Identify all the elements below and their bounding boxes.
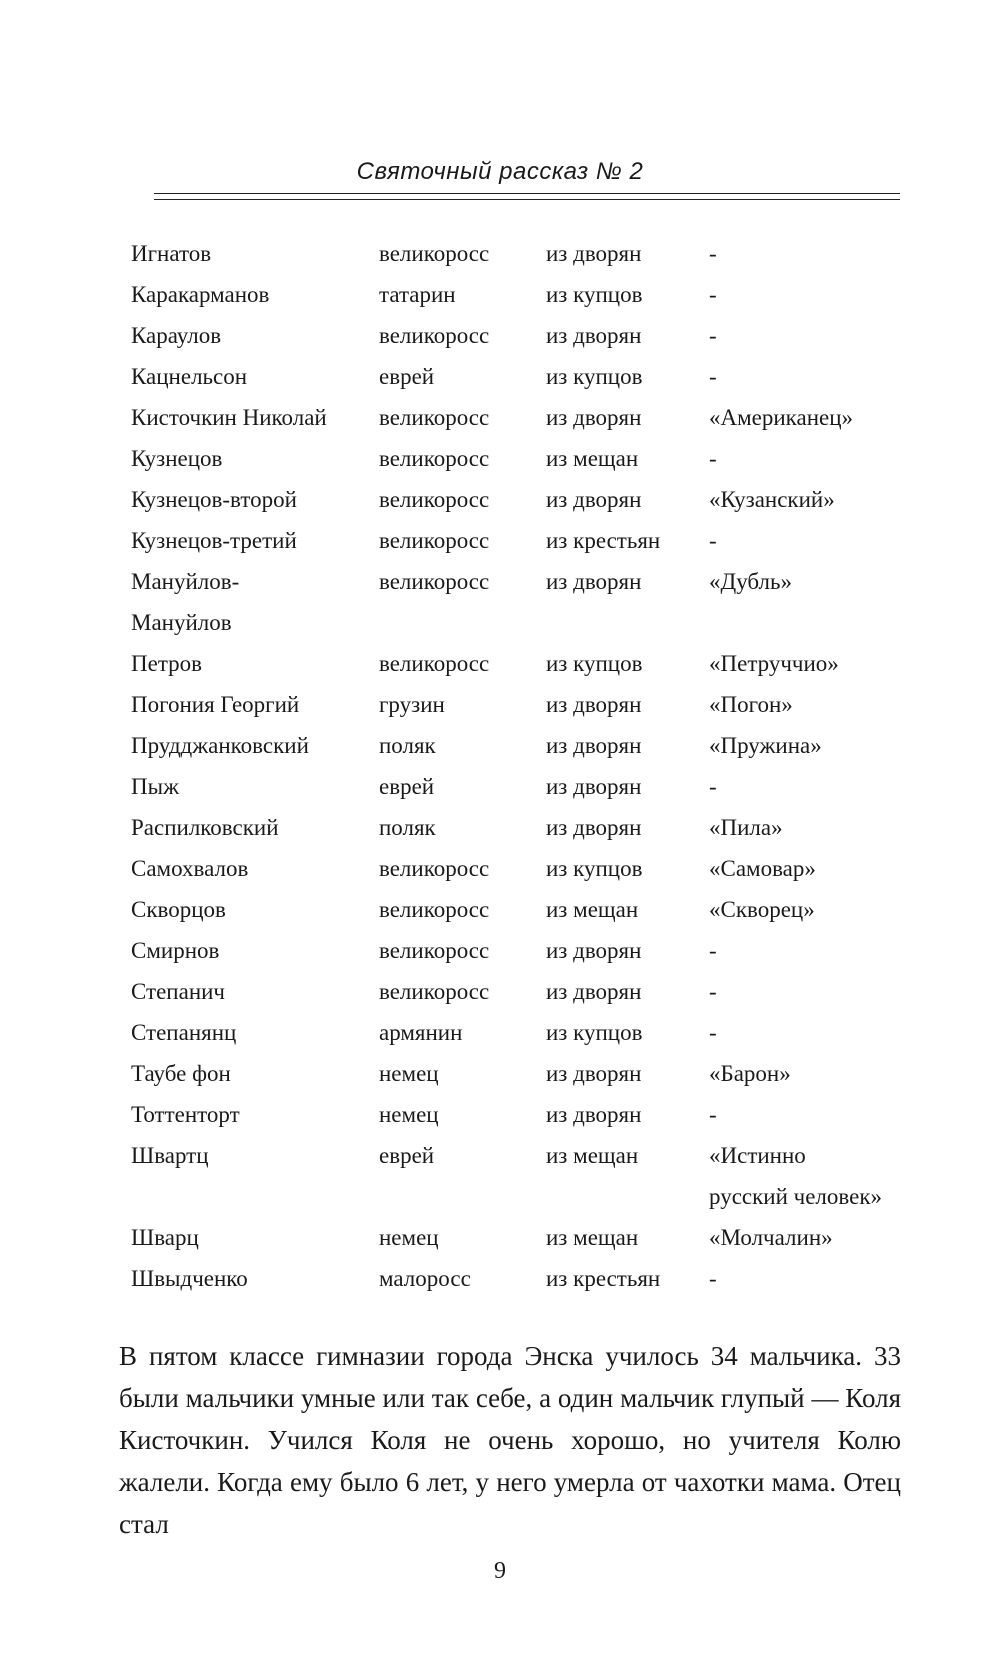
- student-nickname: -: [709, 1266, 717, 1291]
- student-nationality: великоросс: [379, 856, 490, 881]
- table-row: [131, 930, 931, 971]
- student-nickname: «Погон»: [709, 692, 793, 717]
- student-nationality: великоросс: [379, 651, 490, 676]
- student-nationality: великоросс: [379, 241, 490, 266]
- student-nationality: немец: [379, 1102, 439, 1127]
- student-nickname: «Молчалин»: [709, 1225, 833, 1250]
- table-row: [131, 848, 931, 889]
- student-name: Петров: [131, 651, 203, 676]
- student-name: Погония Георгий: [131, 692, 300, 717]
- page-number: 9: [494, 1558, 506, 1584]
- student-nationality: великоросс: [379, 569, 490, 594]
- student-origin: из дворян: [546, 979, 642, 1004]
- student-nationality: немец: [379, 1225, 439, 1250]
- student-name: Кисточкин Николай: [131, 405, 327, 430]
- student-nationality: грузин: [379, 692, 445, 717]
- student-name: Скворцов: [131, 897, 226, 922]
- student-origin: из дворян: [546, 733, 642, 758]
- student-nationality: поляк: [379, 815, 436, 840]
- student-name: Кузнецов-третий: [131, 528, 297, 553]
- student-name: Мануйлов-Мануйлов: [131, 569, 240, 635]
- student-nationality: великоросс: [379, 405, 490, 430]
- table-row: [131, 356, 931, 397]
- table-row: [131, 766, 931, 807]
- student-name: Швыдченко: [131, 1266, 248, 1291]
- table-row: [131, 315, 931, 356]
- student-origin: из купцов: [546, 856, 643, 881]
- student-nationality: малоросс: [379, 1266, 471, 1291]
- student-name: Таубе фон: [131, 1061, 231, 1086]
- student-nationality: еврей: [379, 364, 435, 389]
- student-nationality: великоросс: [379, 979, 490, 1004]
- student-name: Прудджанковский: [131, 733, 309, 758]
- student-name: Пыж: [131, 774, 179, 799]
- student-origin: из крестьян: [546, 1266, 661, 1291]
- student-origin: из дворян: [546, 938, 642, 963]
- table-row: [131, 1258, 931, 1299]
- student-nationality: великоросс: [379, 528, 490, 553]
- student-origin: из дворян: [546, 1102, 642, 1127]
- header-rule-bottom: [154, 199, 900, 200]
- table-row: [131, 725, 931, 766]
- student-nationality: великоросс: [379, 897, 490, 922]
- table-row: [131, 561, 931, 643]
- table-row: [131, 397, 931, 438]
- student-name: Игнатов: [131, 241, 212, 266]
- table-row: [131, 889, 931, 930]
- student-origin: из дворян: [546, 405, 642, 430]
- student-nickname: «Скворец»: [709, 897, 815, 922]
- table-row: [131, 233, 931, 274]
- table-row: [131, 438, 931, 479]
- student-origin: из дворян: [546, 774, 642, 799]
- table-row: [131, 807, 931, 848]
- student-nickname: -: [709, 938, 717, 963]
- student-origin: из купцов: [546, 282, 643, 307]
- table-row: [131, 643, 931, 684]
- student-table: [131, 233, 931, 1299]
- student-nationality: армянин: [379, 1020, 463, 1045]
- student-nickname: «Барон»: [709, 1061, 791, 1086]
- student-name: Самохвалов: [131, 856, 249, 881]
- table-row: [131, 1217, 931, 1258]
- student-nickname: «Дубль»: [709, 569, 792, 594]
- student-name: Тоттенторт: [131, 1102, 240, 1127]
- student-nickname: -: [709, 1020, 717, 1045]
- student-origin: из мещан: [546, 897, 639, 922]
- student-nickname: -: [709, 1102, 717, 1127]
- student-origin: из дворян: [546, 323, 642, 348]
- student-nationality: поляк: [379, 733, 436, 758]
- student-nickname: «Кузанский»: [709, 487, 835, 512]
- running-header: Святочный рассказ № 2: [356, 158, 644, 185]
- student-nationality: великоросс: [379, 938, 490, 963]
- student-origin: из дворян: [546, 1061, 642, 1086]
- student-origin: из дворян: [546, 692, 642, 717]
- student-nickname: -: [709, 774, 717, 799]
- student-nationality: еврей: [379, 1143, 435, 1168]
- student-nickname: «Американец»: [709, 405, 854, 430]
- student-origin: из дворян: [546, 569, 642, 594]
- student-nationality: еврей: [379, 774, 435, 799]
- table-row: [131, 1012, 931, 1053]
- student-nationality: великоросс: [379, 446, 490, 471]
- student-nickname: -: [709, 323, 717, 348]
- student-name: Кацнельсон: [131, 364, 248, 389]
- student-name: Шварц: [131, 1225, 199, 1250]
- student-nickname: «Самовар»: [709, 856, 816, 881]
- student-name: Степанич: [131, 979, 225, 1004]
- student-nickname: -: [709, 364, 717, 389]
- student-origin: из крестьян: [546, 528, 661, 553]
- student-origin: из дворян: [546, 241, 642, 266]
- student-origin: из мещан: [546, 446, 639, 471]
- student-nickname: «Пила»: [709, 815, 783, 840]
- student-name: Кузнецов-второй: [131, 487, 297, 512]
- body-paragraph: В пятом классе гимназии города Энска училось 34 мальчика. 33 были мальчики умные или так себе, а один мальчик глупый — Коля Кисточкин. Учился Коля не очень хорошо, но учителя Колю жалели. Когда ему было 6 лет, у него умерла от чахотки мама. Отец стал: [119, 1341, 901, 1539]
- student-nickname: -: [709, 241, 717, 266]
- student-origin: из мещан: [546, 1143, 639, 1168]
- student-nickname: -: [709, 979, 717, 1004]
- student-nationality: татарин: [379, 282, 456, 307]
- table-row: [131, 971, 931, 1012]
- student-origin: из мещан: [546, 1225, 639, 1250]
- table-row: [131, 274, 931, 315]
- table-row: [131, 1094, 931, 1135]
- student-name: Караулов: [131, 323, 222, 348]
- table-row: [131, 684, 931, 725]
- header-rule-top: [154, 193, 900, 194]
- student-nickname: -: [709, 446, 717, 471]
- student-origin: из купцов: [546, 1020, 643, 1045]
- student-origin: из купцов: [546, 651, 643, 676]
- table-row: [131, 1053, 931, 1094]
- student-nickname: «Петруччио»: [709, 651, 839, 676]
- student-nickname: «Истинно русский человек»: [709, 1143, 883, 1209]
- student-name: Кузнецов: [131, 446, 223, 471]
- student-origin: из дворян: [546, 815, 642, 840]
- student-nationality: великоросс: [379, 323, 490, 348]
- student-name: Швартц: [131, 1143, 209, 1168]
- table-row: [131, 520, 931, 561]
- student-name: Распилковский: [131, 815, 279, 840]
- student-origin: из дворян: [546, 487, 642, 512]
- table-row: [131, 1135, 931, 1217]
- student-name: Каракарманов: [131, 282, 270, 307]
- student-nationality: немец: [379, 1061, 439, 1086]
- student-nickname: -: [709, 282, 717, 307]
- table-row: [131, 479, 931, 520]
- student-origin: из купцов: [546, 364, 643, 389]
- student-nickname: «Пружина»: [709, 733, 822, 758]
- student-name: Смирнов: [131, 938, 220, 963]
- student-nationality: великоросс: [379, 487, 490, 512]
- student-name: Степанянц: [131, 1020, 237, 1045]
- student-nickname: -: [709, 528, 717, 553]
